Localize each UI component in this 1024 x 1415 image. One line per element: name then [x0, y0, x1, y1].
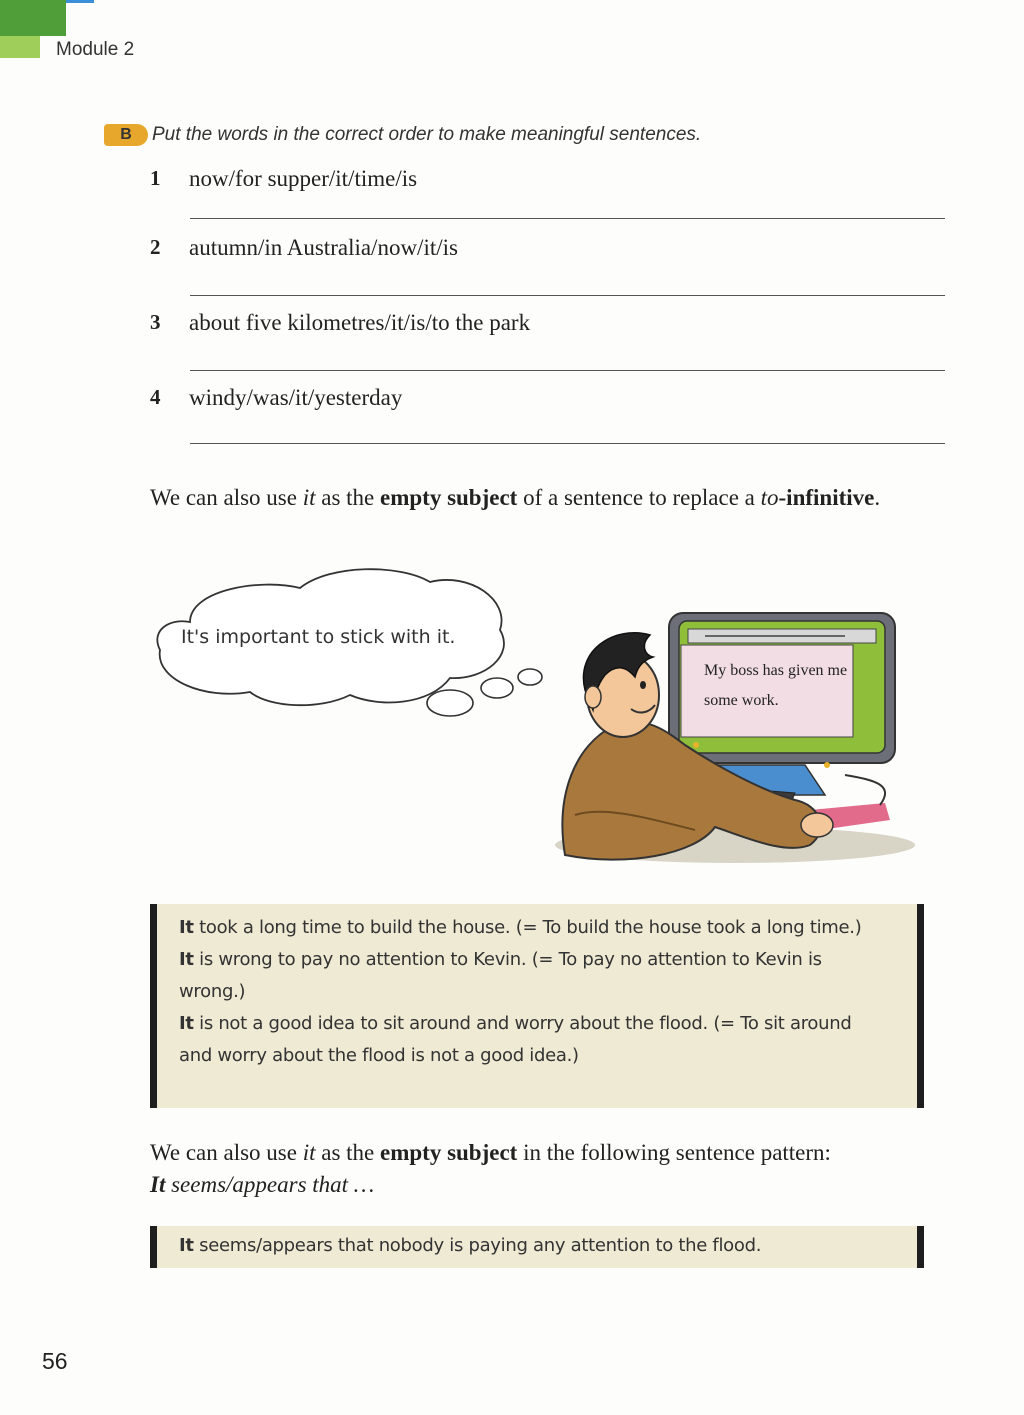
item-number: 1 [150, 166, 161, 190]
exercise-item [150, 385, 950, 455]
example-sentence: It is not a good idea to sit around and worry about the flood. (= To sit around and worry about the flood is not a good idea.) [179, 1013, 852, 1066]
exercise-item [150, 235, 950, 305]
answer-line[interactable] [190, 218, 945, 219]
item-prompt: windy/was/it/yesterday [189, 385, 403, 410]
example-sentence: It seems/appears that nobody is paying any attention to the flood. [179, 1235, 762, 1256]
item-prompt: about five kilometres/it/is/to the park [189, 310, 531, 335]
corner-decoration-light [0, 36, 40, 58]
exercise-instruction: Put the words in the correct order to make meaningful sentences. [152, 124, 702, 145]
example-sentence: It took a long time to build the house. (= To build the house took a long time.) [179, 917, 862, 938]
thought-text: It's important to stick with it. [181, 626, 456, 648]
corner-decoration-dark [0, 0, 66, 36]
grammar-explanation: We can also use it as the empty subject in the following sentence pattern: It seems/appears that … [150, 1140, 831, 1197]
answer-line[interactable] [190, 370, 945, 371]
example-box [150, 904, 924, 1108]
example-sentence: It is wrong to pay no attention to Kevin. (= To pay no attention to Kevin is wrong.) [179, 949, 822, 1002]
man-at-computer-illustration [545, 605, 915, 865]
answer-line[interactable] [190, 443, 945, 444]
answer-line[interactable] [190, 295, 945, 296]
item-number: 3 [150, 310, 161, 334]
exercise-badge: B [104, 124, 148, 146]
exercise-item [150, 310, 950, 380]
corner-decoration-accent [66, 0, 94, 3]
screen-message: My boss has given me some work. [704, 662, 848, 709]
example-box [150, 1226, 924, 1268]
module-label: Module 2 [56, 39, 135, 60]
item-prompt: autumn/in Australia/now/it/is [189, 235, 458, 260]
grammar-explanation: We can also use it as the empty subject of a sentence to replace a to-infinitive. [150, 485, 881, 510]
exercise-item [150, 166, 950, 236]
item-prompt: now/for supper/it/time/is [189, 166, 418, 191]
page-number: 56 [42, 1348, 68, 1374]
sentence-pattern: It seems/appears that … [150, 1172, 375, 1197]
item-number: 2 [150, 235, 161, 259]
item-number: 4 [150, 385, 161, 409]
